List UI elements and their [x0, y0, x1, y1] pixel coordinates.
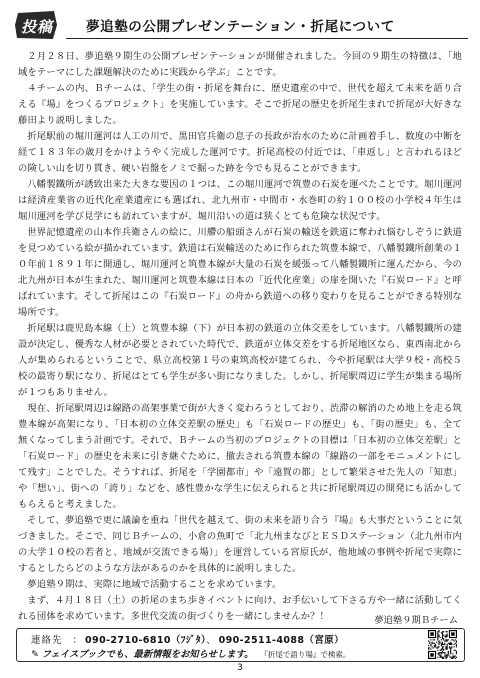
page-number: 3 [237, 663, 243, 673]
body-paragraph: そして、夢追塾で更に議論を重ね「世代を越えて、街の未来を語り合う『場』も大事だということに気づきました。そこで、同じＢチームの、小倉の魚町で「北九州まなびとＥＳＤステーション（北九州市内の大学１０校の若者と、地域が交流できる場）」を運営している宮原氏が、他地域の事例や折尾で実際にするとしたらどのような方法があるのかを具体的に説明しました。 [18, 515, 462, 574]
contact-label: 連絡先 [31, 635, 63, 646]
contact-box [16, 628, 465, 662]
body-paragraph: ４チームの内、Ｂチームは、「学生の街・折尾を舞台に、歴史遺産の中で、世代を超えて未来を語り合える『場』をつくるプロジェクト」を実施しています。そこで折尾の歴史を折尾生まれで折尾が大好きな藤田より説明しました。 [18, 83, 462, 126]
body-paragraph: 夢追塾９期は、実際に地域で活動することを求めています。 [27, 579, 282, 590]
article-title: 夢追塾の公開プレゼンテーション・折尾について [86, 19, 395, 35]
body-paragraph: 世界記憶遺産の山本作兵衛さんの絵に、川艜の船頭さんが石炭の輸送を鉄道に奪われ悩むしぞうに鉄道を見つめている絵が描かれています。鉄道は石炭輸送のために作られた筑豊本線で、八幡製鐵所創業の１０年前１８９１年に開通し、堀川運河と筑豊本線が大量の石炭を緩張って八幡製鐵所に運んだから、今の北九州が日本が生まれた、堀川運河と筑豊本線は日本の「近代化産業」の扉を開いた『石炭ロード』と呼ばれています。そして折尾はこの『石炭ロード』の舟から鉄道への移り変わりを見ることができる特別な場所です。 [18, 227, 463, 318]
facebook-notice [31, 646, 350, 660]
qr-code-icon [428, 630, 457, 659]
search-hint: 『折尾で語り場』で検索。 [260, 650, 351, 659]
title-underline [66, 38, 468, 39]
signature: 夢追塾９期Ｂチーム [374, 615, 458, 626]
body-paragraph: 八幡製鐵所が誘致出来た大きな要因の１つは、この堀川運河で筑豊の石炭を運べたことです。堀川運河は経済産業省の近代化産業遺産にも選ばれ、北九州市・中間市・水巻町の約１００校の小学校４年生は堀川運河を学び見学にも訪れていますが、堀川沿いの道は狭くとても危険な状況です。 [18, 179, 462, 222]
article-body [18, 49, 462, 625]
body-paragraph: まず、４月１８日（土）の折尾のまち歩きイベントに向け、お手伝いして下さる方や一緒に活動してくれる団体を求めています。多世代交流の街づくりを一緒にしませんか？！ [18, 595, 462, 622]
phone-number-miyahara: 090-2511-4088（宮原） [218, 635, 345, 646]
badge-label: 投稿 [21, 18, 54, 36]
body-paragraph: 折尾駅は鹿児島本線（上）と筑豊本線（下）が日本初の鉄道の立体交差をしています。八幡製鐵所の建設が決定し、優秀な人材が必要とされていた時代で、鉄道が立体交差をする折尾地区なら、東西南北から人が集められるということで、県立高校第１号の東筑高校が建てられ、今や折尾駅は大学９校・高校５校の最寄り駅になり、折尾はとても学生が多い街になりました。しかし、折尾駅周辺に学生が集まる場所が１つもありません。 [18, 323, 463, 398]
article-header [14, 10, 466, 42]
contact-phones: 連絡先 ： 090-2710-6810（ﾌｼﾞﾀ）、 090-2511-4088（宮原） [31, 635, 345, 646]
phone-number-fujita: 090-2710-6810（ﾌｼﾞﾀ） [85, 635, 207, 646]
pencil-icon: ✎ [31, 649, 39, 660]
submission-badge [14, 10, 58, 40]
body-paragraph: 現在、折尾駅周辺は線路の高架事業で街が大きく変わろうとしており、渋滞の解消のため地上を走る筑豊本線が高架になり、「日本初の立体交差駅の歴史」も「石炭ロードの歴史」も、「街の歴史」も、全て無くなってしまう計画です。それで、Ｂチームの当初のプロジェクトの目標は「日本初の立体交差駅」と「石炭ロード」の歴史を未来に引き継ぐために、撤去される筑豊本線の「線路の一部をモニュメントにして残す」ことでした。そうすれば、折尾を「学園都市」や「遠賀の都」として繁栄させた先人の「知恵」や「想い」、街への「誇り」などを、感性豊かな学生に伝えられると共に折尾駅周辺の開発にも活かしてもらえると考えました。 [18, 403, 463, 510]
body-paragraph: ２月２８日、夢追塾９期生の公開プレゼンテーションが開催されました。今回の９期生の特徴は、「地域をテーマにした課題解決のために実践から学ぶ」ことです。 [18, 51, 462, 78]
facebook-text: フェイスブックでも、最新情報をお知らせします。 [41, 649, 254, 660]
body-paragraph: 折尾駅前の堀川運河は人工の川で、黒田官兵衛の息子の長政が治水のために計画着手し、数度の中断を経て１８３年の歳月をかけようやく完成した運河です。折尾高校の付近では、「車返し」と言われるほどの険しい山を切り貫き、硬い岩盤をノミで掘った跡を今でも見ることができます。 [18, 131, 462, 174]
